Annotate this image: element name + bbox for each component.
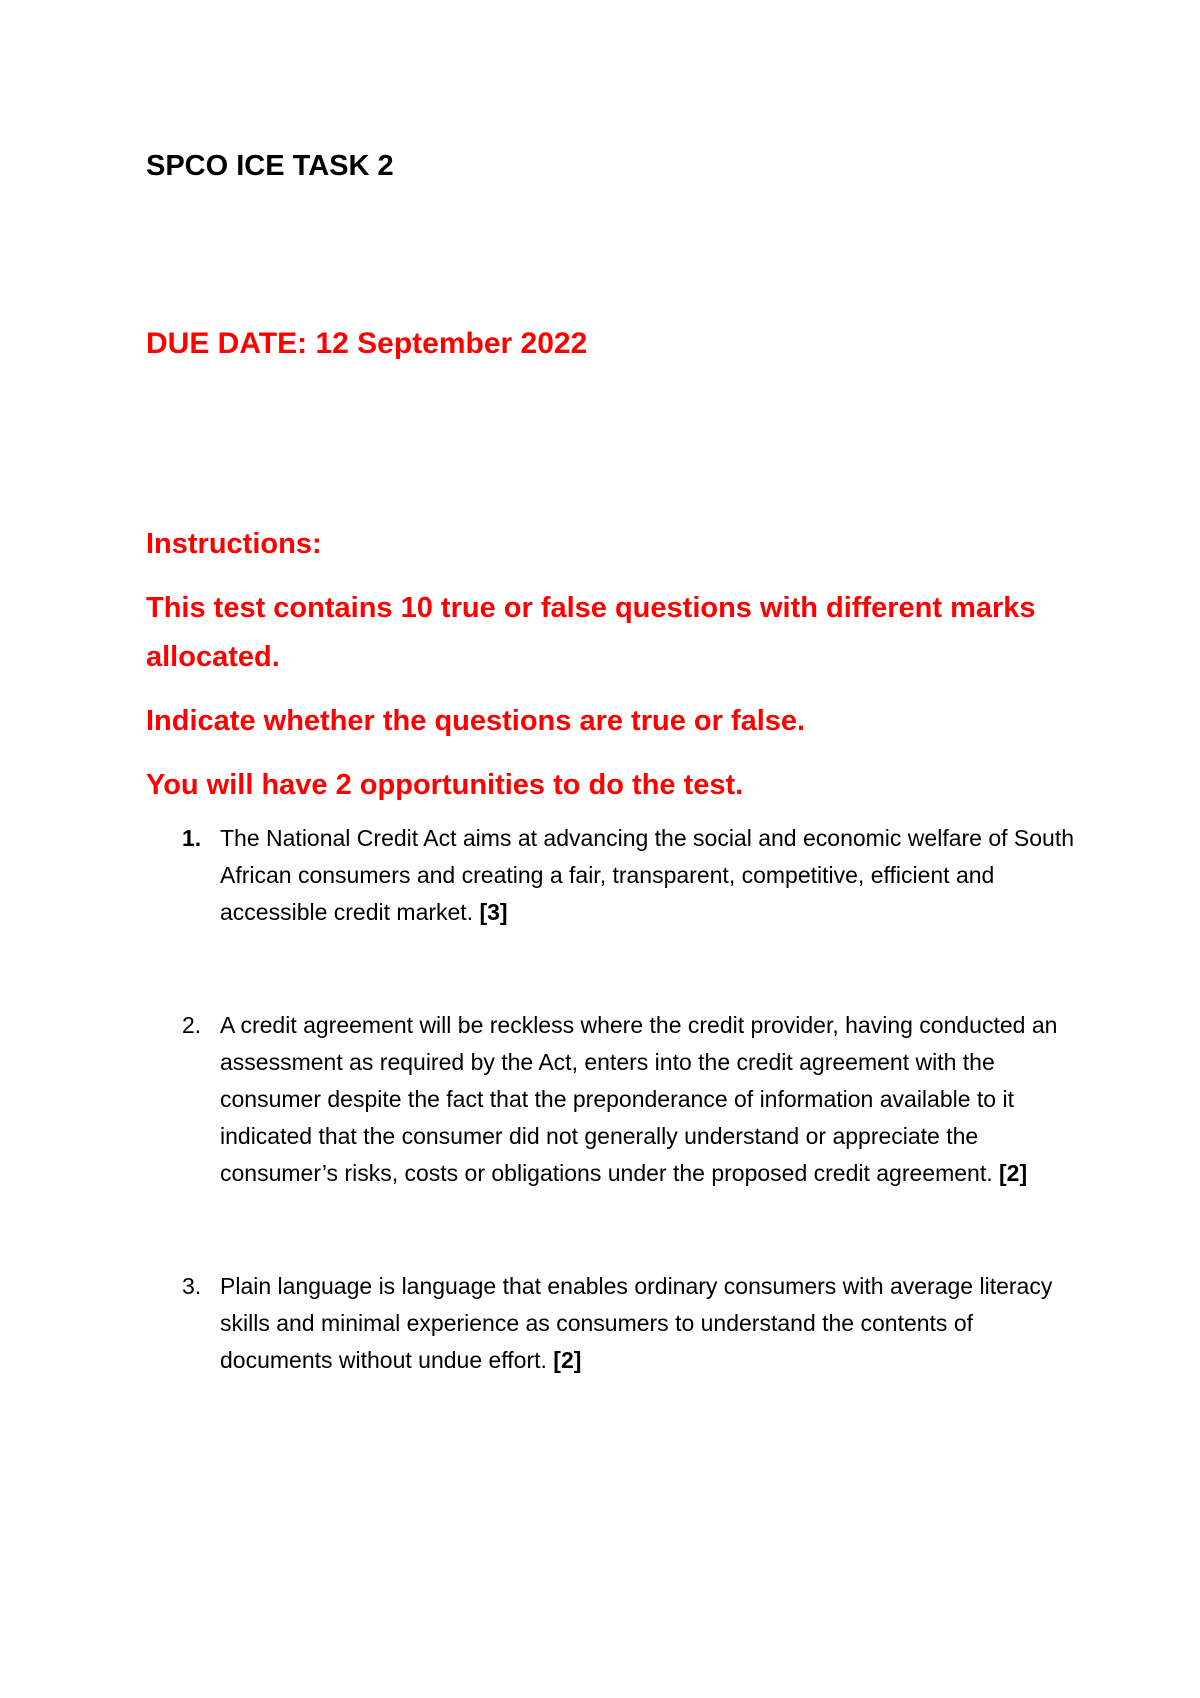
question-text: The National Credit Act aims at advancing the social and economic welfare of South African consumers and creating a fair, transparent, competitive, efficient and accessible credit market. <box>220 825 1075 925</box>
question-item <box>146 820 1086 931</box>
instruction-line: This test contains 10 true or false questions with different marks allocated. <box>146 592 1036 673</box>
instructions-block <box>146 520 1076 825</box>
due-date: DUE DATE: 12 September 2022 <box>146 327 588 360</box>
question-text: A credit agreement will be reckless where the credit provider, having conducted an assessment as required by the Act, enters into the credit agreement with the consumer despite the fact that the preponderance of information available to it indicated that the consumer did not generally understand or appreciate the consumer’s risks, costs or obligations under the proposed credit agreement. <box>220 1012 1058 1186</box>
questions-list <box>146 820 1086 1379</box>
instructions-heading: Instructions: <box>146 528 322 560</box>
question-marks: [3] <box>479 899 508 925</box>
question-text: Plain language is language that enables ordinary consumers with average literacy skills and minimal experience as consumers to understand the contents of documents without undue effort. <box>220 1273 1053 1373</box>
question-number: 3. <box>182 1273 202 1299</box>
question-marks: [2] <box>999 1160 1028 1186</box>
instruction-line: Indicate whether the questions are true or false. <box>146 705 806 737</box>
instruction-line: You will have 2 opportunities to do the test. <box>146 769 744 801</box>
document-title: SPCO ICE TASK 2 <box>146 150 394 182</box>
question-item <box>146 1007 1086 1192</box>
question-marks: [2] <box>553 1347 582 1373</box>
question-number: 2. <box>182 1012 202 1038</box>
question-number: 1. <box>182 825 202 851</box>
question-item <box>146 1268 1086 1379</box>
